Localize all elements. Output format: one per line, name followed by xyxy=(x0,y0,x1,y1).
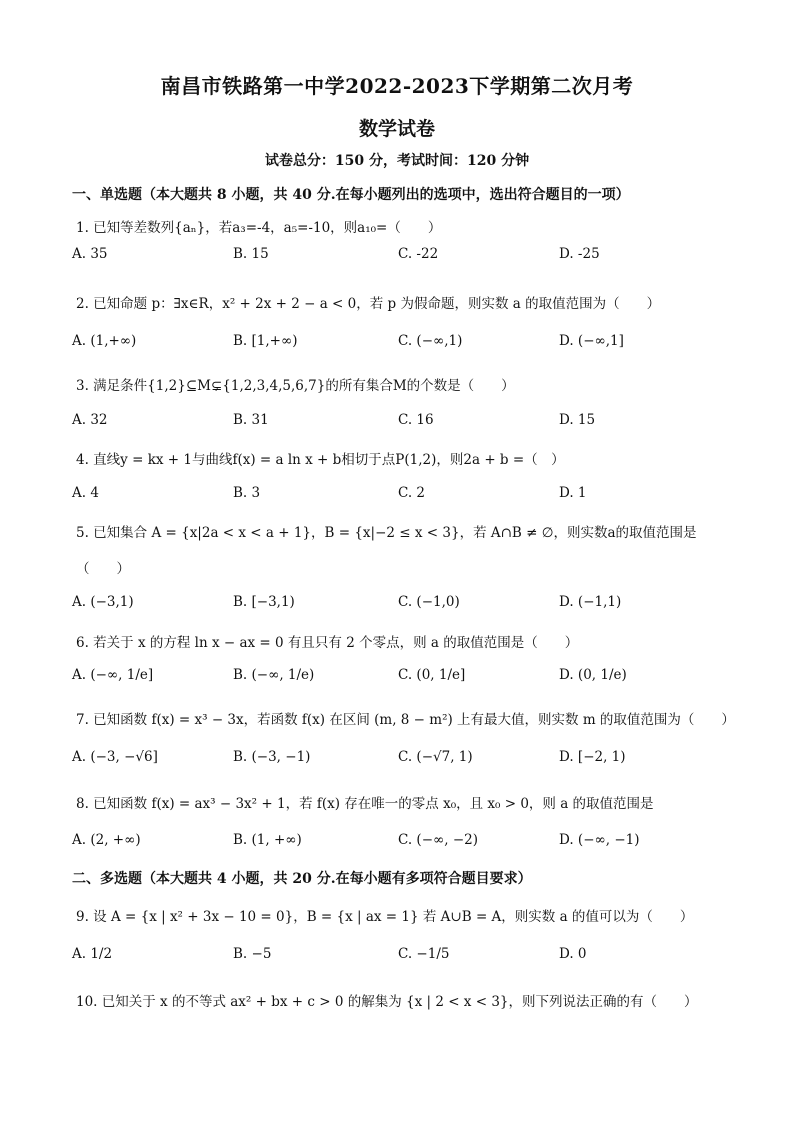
question-1: 1. 已知等差数列{aₙ}，若a₃=-4，a₅=-10，则a₁₀=（ ） xyxy=(76,220,442,236)
question-3: 3. 满足条件{1,2}⊆M⊊{1,2,3,4,5,6,7}的所有集合M的个数是（ ） xyxy=(76,378,515,394)
question-9: 9. 设 A = {x | x² + 3x − 10 = 0}，B = {x | ax = 1} 若 A∪B = A，则实数 a 的值可以为（ ） xyxy=(76,909,694,925)
option-a: A. 4 xyxy=(72,485,99,501)
section-multi-choice: 二、多选题（本大题共 4 小题，共 20 分.在每小题有多项符合题目要求） xyxy=(72,871,532,887)
option-c: C. -22 xyxy=(398,246,439,262)
question-1-options xyxy=(72,246,712,268)
option-a: A. 35 xyxy=(72,246,108,262)
exam-subtitle: 数学试卷 xyxy=(358,118,435,140)
option-b: B. [−3,1) xyxy=(233,594,295,610)
question-2-options xyxy=(72,333,712,355)
option-a: A. (1,+∞) xyxy=(72,333,137,349)
option-b: B. 31 xyxy=(233,412,269,428)
option-d: D. [−2, 1) xyxy=(559,749,626,765)
option-c: C. (−∞, −2) xyxy=(398,832,479,848)
option-a: A. (2, +∞) xyxy=(72,832,141,848)
question-6: 6. 若关于 x 的方程 ln x − ax = 0 有且只有 2 个零点，则 a 的取值范围是（ ） xyxy=(76,635,579,651)
question-5-options xyxy=(72,594,712,616)
option-a: A. 1/2 xyxy=(72,946,113,962)
option-a: A. (−3,1) xyxy=(72,594,134,610)
option-b: B. [1,+∞) xyxy=(233,333,298,349)
question-10: 10. 已知关于 x 的不等式 ax² + bx + c > 0 的解集为 {x | 2 < x < 3}，则下列说法正确的有（ ） xyxy=(76,994,698,1010)
option-d: D. (−∞,1] xyxy=(559,333,624,349)
question-3-options xyxy=(72,412,712,434)
question-8: 8. 已知函数 f(x) = ax³ − 3x² + 1，若 f(x) 存在唯一的零点 x₀，且 x₀ > 0，则 a 的取值范围是 xyxy=(76,796,654,812)
option-b: B. −5 xyxy=(233,946,272,962)
option-a: A. 32 xyxy=(72,412,108,428)
question-9-options xyxy=(72,946,712,968)
option-c: C. −1/5 xyxy=(398,946,450,962)
option-c: C. (−1,0) xyxy=(398,594,460,610)
option-c: C. 2 xyxy=(398,485,426,501)
option-d: D. (−1,1) xyxy=(559,594,622,610)
option-b: B. (1, +∞) xyxy=(233,832,302,848)
option-c: C. (−∞,1) xyxy=(398,333,463,349)
question-2: 2. 已知命题 p：∃x∈R，x² + 2x + 2 − a < 0，若 p 为假命题，则实数 a 的取值范围为（ ） xyxy=(76,296,661,312)
exam-title: 南昌市铁路第一中学2022-2023下学期第二次月考 xyxy=(160,74,634,98)
option-d: D. 0 xyxy=(559,946,587,962)
option-d: D. 1 xyxy=(559,485,587,501)
question-4-options xyxy=(72,485,712,507)
option-d: D. -25 xyxy=(559,246,600,262)
question-6-options xyxy=(72,667,712,689)
option-b: B. 15 xyxy=(233,246,269,262)
section-single-choice: 一、单选题（本大题共 8 小题，共 40 分.在每小题列出的选项中，选出符合题目的一项） xyxy=(72,187,630,203)
question-5-paren: （ ） xyxy=(76,561,130,577)
option-c: C. 16 xyxy=(398,412,434,428)
option-d: D. 15 xyxy=(559,412,596,428)
option-d: D. (−∞, −1) xyxy=(559,832,640,848)
option-c: C. (0, 1/e] xyxy=(398,667,466,683)
question-8-options xyxy=(72,832,712,854)
option-c: C. (−√7, 1) xyxy=(398,749,473,765)
exam-info: 试卷总分：150 分，考试时间：120 分钟 xyxy=(264,153,530,169)
option-b: B. (−3, −1) xyxy=(233,749,311,765)
option-b: B. (−∞, 1/e) xyxy=(233,667,315,683)
question-5: 5. 已知集合 A = {x|2a < x < a + 1}，B = {x|−2 ≤ x < 3}，若 A∩B ≠ ∅，则实数a的取值范围是 xyxy=(76,525,697,541)
question-7: 7. 已知函数 f(x) = x³ − 3x，若函数 f(x) 在区间 (m, 8 − m²) 上有最大值，则实数 m 的取值范围为（ ） xyxy=(76,712,735,728)
option-d: D. (0, 1/e) xyxy=(559,667,627,683)
question-4: 4. 直线y = kx + 1与曲线f(x) = a ln x + b相切于点P(1,2)，则2a + b =（ ） xyxy=(76,452,565,468)
question-7-options xyxy=(72,749,712,771)
option-a: A. (−3, −√6] xyxy=(72,749,158,765)
option-b: B. 3 xyxy=(233,485,261,501)
option-a: A. (−∞, 1/e] xyxy=(72,667,154,683)
